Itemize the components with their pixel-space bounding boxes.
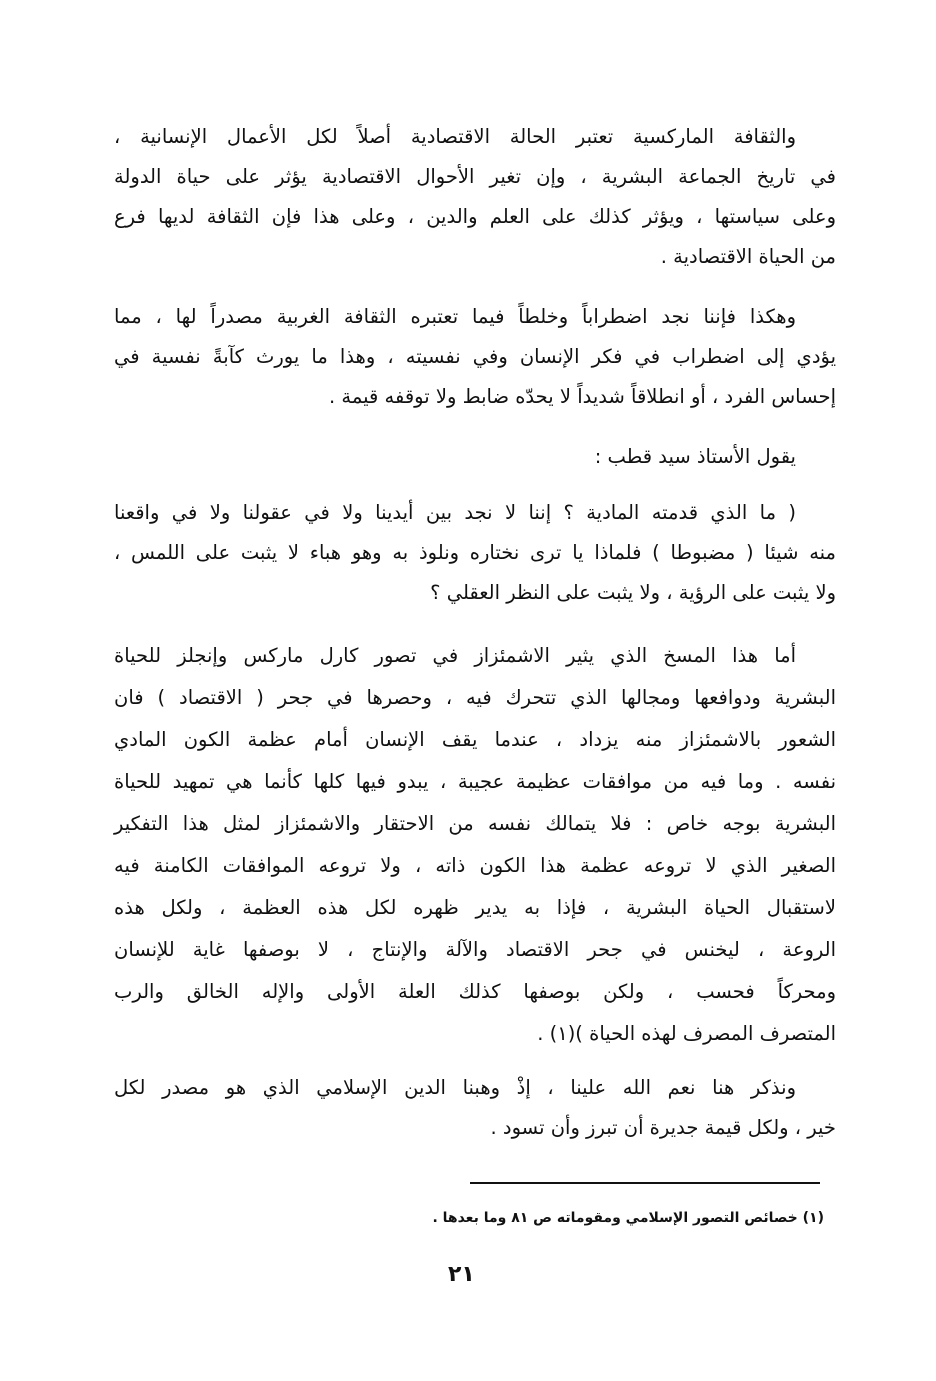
text-line: نفسه . وما فيه من موافقات عظيمة عجيبة ، يبدو فيها كلها كأنما هي تمهيد للحياة — [114, 770, 836, 793]
footnote: (١) خصائص التصور الإسلامي ومقوماته ص ٨١ وما بعدها . — [432, 1210, 824, 1226]
text-line: وعلى سياستها ، ويؤثر كذلك على العلم والدين ، وعلى هذا فإن الثقافة لديها فرع — [114, 205, 836, 228]
text-line: وهكذا فإننا نجد اضطراباً وخلطاً فيما تعتبره الثقافة الغربية مصدراً لها ، مما — [114, 305, 796, 328]
text-line: المتصرف المصرف لهذه الحياة )(١) . — [537, 1022, 836, 1045]
text-line: البشرية بوجه خاص : فلا يتمالك نفسه من الاحتقار والاشمئزاز لمثل هذا التفكير — [114, 812, 836, 835]
text-line: الصغير الذي لا تروعه عظمة هذا الكون ذاته ، ولا تروعه الموافقات الكامنة فيه — [114, 854, 836, 877]
text-line: منه شيئا ( مضبوطا ) فلماذا يا ترى نختاره ونلوذ به وهو هباء لا يثبت على اللمس ، — [114, 541, 836, 564]
page-number: ٢١ — [448, 1262, 475, 1287]
text-line: أما هذا المسخ الذي يثير الاشمئزاز في تصور كارل ماركس وإنجلز للحياة — [114, 644, 796, 667]
text-line: يقول الأستاذ سيد قطب : — [594, 445, 796, 468]
text-line: ومحركاً فحسب ، ولكن بوصفها كذلك العلة الأولى والإله الخالق والرب — [114, 980, 836, 1003]
footnote-divider — [470, 1182, 820, 1184]
text-line: لاستقبال الحياة البشرية ، فإذا به يدير ظهره لكل هذه العظمة ، ولكل هذه — [114, 896, 836, 919]
text-line: الشعور بالاشمئزاز منه يزداد ، عندما يقف الإنسان أمام عظمة الكون المادي — [114, 728, 836, 751]
text-line: ولا يثبت على الرؤية ، ولا يثبت على النظر العقلي ؟ — [430, 581, 836, 604]
text-line: يؤدي إلى اضطراب في فكر الإنسان وفي نفسيته ، وهذا ما يورث كآبةً نفسية في — [114, 345, 836, 368]
text-line: والثقافة الماركسية تعتبر الحالة الاقتصادية أصلاً لكل الأعمال الإنسانية ، — [114, 125, 796, 148]
text-line: من الحياة الاقتصادية . — [660, 245, 836, 268]
text-line: خير ، ولكل قيمة جديرة أن تبرز وأن تسود . — [490, 1116, 836, 1139]
text-line: ( ما الذي قدمته المادية ؟ إننا لا نجد بين أيدينا ولا في عقولنا ولا في واقعنا — [114, 501, 796, 524]
text-line: البشرية ودوافعها ومجالها الذي تتحرك فيه ، وحصرها في جحر ( الاقتصاد ) فان — [114, 686, 836, 709]
text-line: ونذكر هنا نعم الله علينا ، إذْ وهبنا الدين الإسلامي الذي هو مصدر لكل — [114, 1076, 796, 1099]
text-line: الروعة ، ليخنس في جحر الاقتصاد والآلة والإنتاج ، لا بوصفها غاية للإنسان — [114, 938, 836, 961]
text-line: في تاريخ الجماعة البشرية ، وإن تغير الأحوال الاقتصادية يؤثر على حياة الدولة — [114, 165, 836, 188]
text-line: إحساس الفرد ، أو انطلاقاً شديداً لا يحدّه ضابط ولا توقفه قيمة . — [328, 385, 836, 408]
